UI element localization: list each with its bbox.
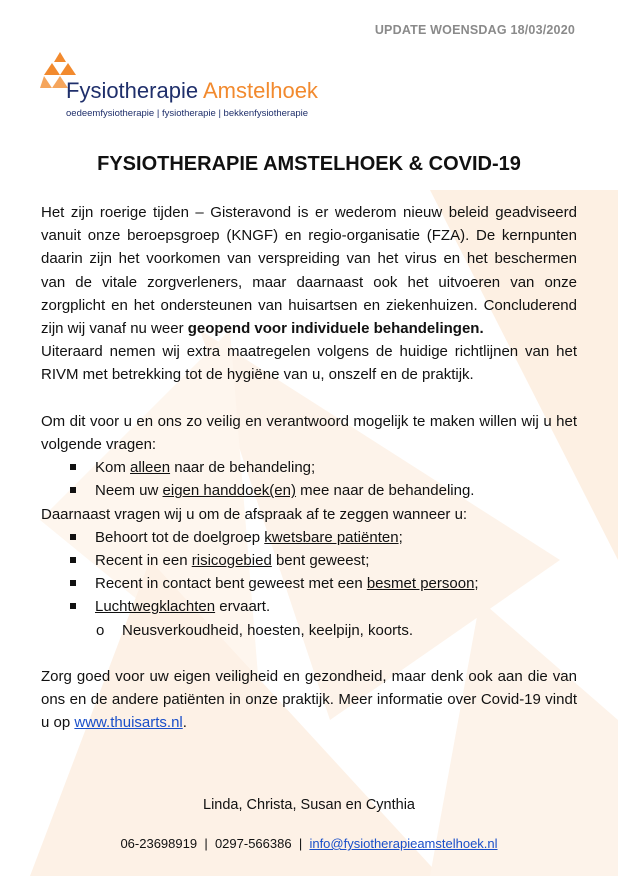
list-item: Neem uw eigen handdoek(en) mee naar de behandeling.: [41, 479, 577, 502]
email-link[interactable]: info@fysiotherapieamstelhoek.nl: [309, 836, 498, 851]
update-date-label: UPDATE WOENSDAG 18/03/2020: [374, 23, 575, 37]
request-intro: Om dit voor u en ons zo veilig en verantwoord mogelijk te maken willen wij u het volgende vragen:: [41, 412, 577, 454]
separator: |: [204, 836, 208, 851]
list-item: Recent in contact bent geweest met een besmet persoon;: [41, 572, 577, 595]
closing-paragraph: Zorg goed voor uw eigen veiligheid en gezondheid, maar denk ook aan die van ons en de andere patiënten in onze praktijk. Meer informatie over Covid-19 vindt u op www.thuisarts.nl.: [41, 668, 577, 732]
signature: Linda, Christa, Susan en Cynthia: [203, 797, 415, 813]
intro-bold: geopend voor individuele behandelingen.: [187, 320, 484, 338]
contact-line: [0, 836, 618, 851]
request-list: [41, 456, 577, 502]
phone-mobile: 06-23698919: [120, 836, 198, 851]
list-item: Recent in een risicogebied bent geweest;: [41, 549, 577, 572]
measures-paragraph: Uiteraard nemen wij extra maatregelen volgens de huidige richtlijnen van het RIVM met betrekking tot de hygiëne van u, onszelf en de praktijk.: [41, 343, 577, 384]
intro-paragraph: [41, 201, 577, 340]
brand-name-part2: Amstelhoek: [202, 78, 318, 103]
page-title: FYSIOTHERAPIE AMSTELHOEK & COVID-19: [97, 153, 521, 175]
brand-name: [66, 78, 318, 104]
separator: |: [298, 836, 303, 851]
letter-body: [41, 201, 577, 735]
list-item: Luchtwegklachten ervaart.: [41, 595, 577, 618]
intro-text: Het zijn roerige tijden – Gisteravond is er wederom nieuw beleid geadviseerd vanuit onze beroepsgroep (KNGF) en regio-organisatie (FZA). De kernpunten daarin zijn het voorkomen van verspreiding van het virus en het beschermen van de vitale zorgverleners, maar daarnaast ook het uitvoeren van onze zorgplicht en het ondersteunen van huisartsen en ziekenhuizen. Concluderend zijn wij vanaf nu weer: [41, 204, 577, 338]
logo: [40, 50, 360, 125]
list-item: Kom alleen naar de behandeling;: [41, 456, 577, 479]
list-item: o Neusverkoudheid, hoesten, keelpijn, koorts.: [41, 619, 577, 642]
brand-tagline: oedeemfysiotherapie | fysiotherapie | bekkenfysiotherapie: [66, 108, 309, 119]
symptom-sublist: [41, 619, 577, 642]
thuisarts-link[interactable]: www.thuisarts.nl: [74, 714, 183, 732]
cancel-intro: Daarnaast vragen wij u om de afspraak af te zeggen wanneer u:: [41, 505, 468, 523]
list-item: Behoort tot de doelgroep kwetsbare patiënten;: [41, 526, 577, 549]
brand-name-part1: Fysiotherapie: [66, 78, 199, 103]
cancel-reason-list: [41, 526, 577, 619]
phone-landline: 0297-566386: [214, 836, 292, 851]
